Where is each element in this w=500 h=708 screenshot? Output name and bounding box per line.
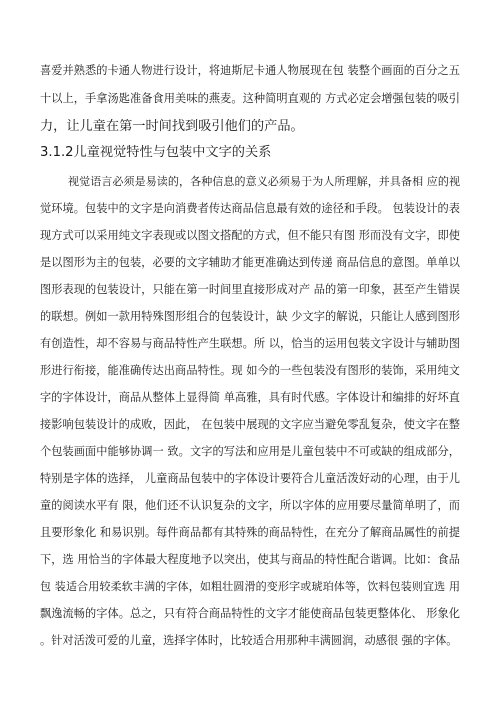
paragraph-2-line-14: 且要形象化 和易识别。每件商品都有其特殊的商品特性，在充分了解商品属性的前提 [40,526,460,539]
paragraph-1-line-1: 喜爱并熟悉的卡通人物进行设计，将迪斯尼卡通人物展现在包 装整个画面的百分之五 [40,64,460,77]
paragraph-2-line-9: 字的字体设计，商品从整体上显得简 单高雅，具有时代感。字体设计和编排的好坏直 [40,391,460,404]
paragraph-2-line-18: 。针对活泼可爱的儿童，选择字体时，比较适合用那种丰满圆润，动感很 强的字体。 [40,634,458,647]
paragraph-2-line-6: 的联想。例如一款用特殊图形组合的包装设计，缺 少文字的解说，只能让人感到图形 [40,310,460,323]
paragraph-2-line-7: 有创造性，却不容易与商品特性产生联想。所 以，恰当的运用包装文字设计与辅助图 [40,337,460,350]
paragraph-2-line-11: 个包装画面中能够协调一 致。文字的写法和应用是儿童包装中不可或缺的组成部分， [40,445,460,458]
paragraph-2-line-17: 飘逸流畅的字体。总之，只有符合商品特性的文字才能使商品包装更整体化、 形象化 [40,607,460,620]
paragraph-2-line-4: 是以图形为主的包装，必要的文字辅助才能更准确达到传递 商品信息的意图。单单以 [40,256,460,269]
paragraph-2-line-12: 特别是字体的选择， 儿童商品包装中的字体设计要符合儿童活泼好动的心理，由于儿 [40,472,460,485]
paragraph-2-line-1: 视觉语言必须是易读的，各种信息的意义必须易于为人所理解，并具备相 应的视 [68,175,460,188]
paragraph-2-line-16: 包 装适合用较柔软丰满的字体，如粗壮圆滑的变形字或琥珀体等，饮料包装则宜选 用 [40,580,460,593]
paragraph-2-line-5: 图形表现的包装设计，只能在第一时间里直接形成对产 品的第一印象，甚至产生错误 [40,283,460,296]
paragraph-2-line-13: 童的阅读水平有 限，他们还不认识复杂的文字，所以字体的应用要尽量简单明了，而 [40,499,460,512]
paragraph-2-line-8: 形进行衔接，能准确传达出商品特性。现 如今的一些包装没有图形的装饰，采用纯文 [40,364,460,377]
paragraph-2-line-3: 现方式可以采用纯文字表现或以图文搭配的方式，但不能只有图 形而没有文字，即使 [40,229,460,242]
paragraph-2-line-2: 觉环境。包装中的文字是向消费者传达商品信息最有效的途径和手段。 包装设计的表 [40,202,460,215]
paragraph-1-line-3: 力，让儿童在第一时间找到吸引他们的产品。 [40,119,304,134]
section-heading: 3.1.2儿童视觉特性与包装中文字的关系 [40,145,272,160]
paragraph-2-line-10: 接影响包装设计的成败，因此， 在包装中展现的文字应当避免零乱复杂，使文字在整 [40,418,460,431]
paragraph-2-line-15: 下，选 用恰当的字体最大程度地予以突出，使其与商品的特性配合谐调。比如：食品 [40,553,460,566]
paragraph-1-line-2: 十以上，手拿汤匙准备食用美味的燕麦。这种简明直观的 方式必定会增强包装的吸引 [40,92,460,105]
